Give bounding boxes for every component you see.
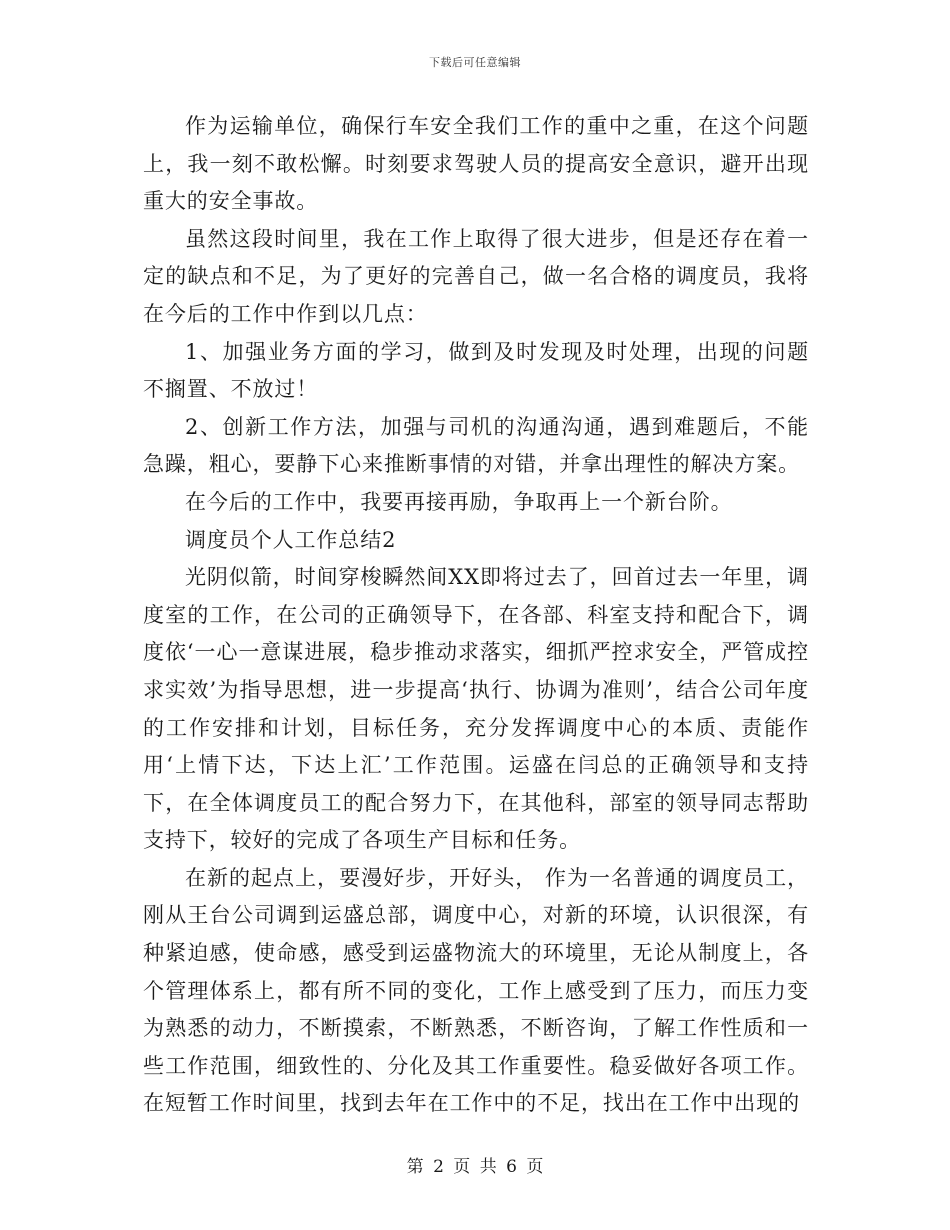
page-number: 第 2 页 共 6 页	[406, 1157, 544, 1177]
paragraph-new-start: 在新的起点上，要漫好步，开好头， 作为一名普通的调度员工，刚从王台公司调到运盛总部，调度中心，对新的环境，认识很深，有种紧迫感，使命感，感受到运盛物流大的环境里，无论从制度上，各个管理体系上，都有所不同的变化，工作上感受到了压力，而压力变为熟悉的动力，不断摸索，不断熟悉，不断咨询，了解工作性质和一些工作范围，细致性的、分化及其工作重要性。稳妥做好各项工作。在短暂工作时间里，找到去年在工作中的不足，找出在工作中出现的	[143, 865, 809, 1116]
header-note: 下载后可任意编辑	[429, 56, 521, 69]
page-footer	[0, 1152, 950, 1177]
paragraph-closing: 在今后的工作中，我要再接再励，争取再上一个新台阶。	[185, 489, 733, 514]
paragraph-point-1: 1、加强业务方面的学习，做到及时发现及时处理，出现的问题不搁置、不放过！	[143, 339, 809, 402]
document-body	[143, 108, 809, 1123]
page-header	[0, 54, 950, 70]
paragraph-review: 光阴似箭，时间穿梭瞬然间XX即将过去了，回首过去一年里，调度室的工作，在公司的正确领导下，在各部、科室支持和配合下，调度依‘一心一意谋进展，稳步推动求落实，细抓严控求安全，严管成控求实效’为指导思想，进一步提高‘执行、协调为准则’，结合公司年度的工作安排和计划，目标任务，充分发挥调度中心的本质、责能作用‘上情下达，下达上汇’工作范围。运盛在闫总的正确领导和支持下，在全体调度员工的配合努力下，在其他科，部室的领导同志帮助支持下，较好的完成了各项生产目标和任务。	[143, 565, 809, 853]
paragraph-point-2: 2、创新工作方法，加强与司机的沟通沟通，遇到难题后，不能急躁，粗心，要静下心来推断事情的对错，并拿出理性的解决方案。	[143, 414, 809, 477]
paragraph-safety: 作为运输单位，确保行车安全我们工作的重中之重，在这个问题上，我一刻不敢松懈。时刻要求驾驶人员的提高安全意识，避开出现重大的安全事故。	[143, 114, 809, 214]
paragraph-shortcomings: 虽然这段时间里，我在工作上取得了很大进步，但是还存在着一定的缺点和不足，为了更好的完善自己，做一名合格的调度员，我将在今后的工作中作到以几点：	[143, 226, 809, 326]
section-title: 调度员个人工作总结2	[185, 527, 397, 552]
